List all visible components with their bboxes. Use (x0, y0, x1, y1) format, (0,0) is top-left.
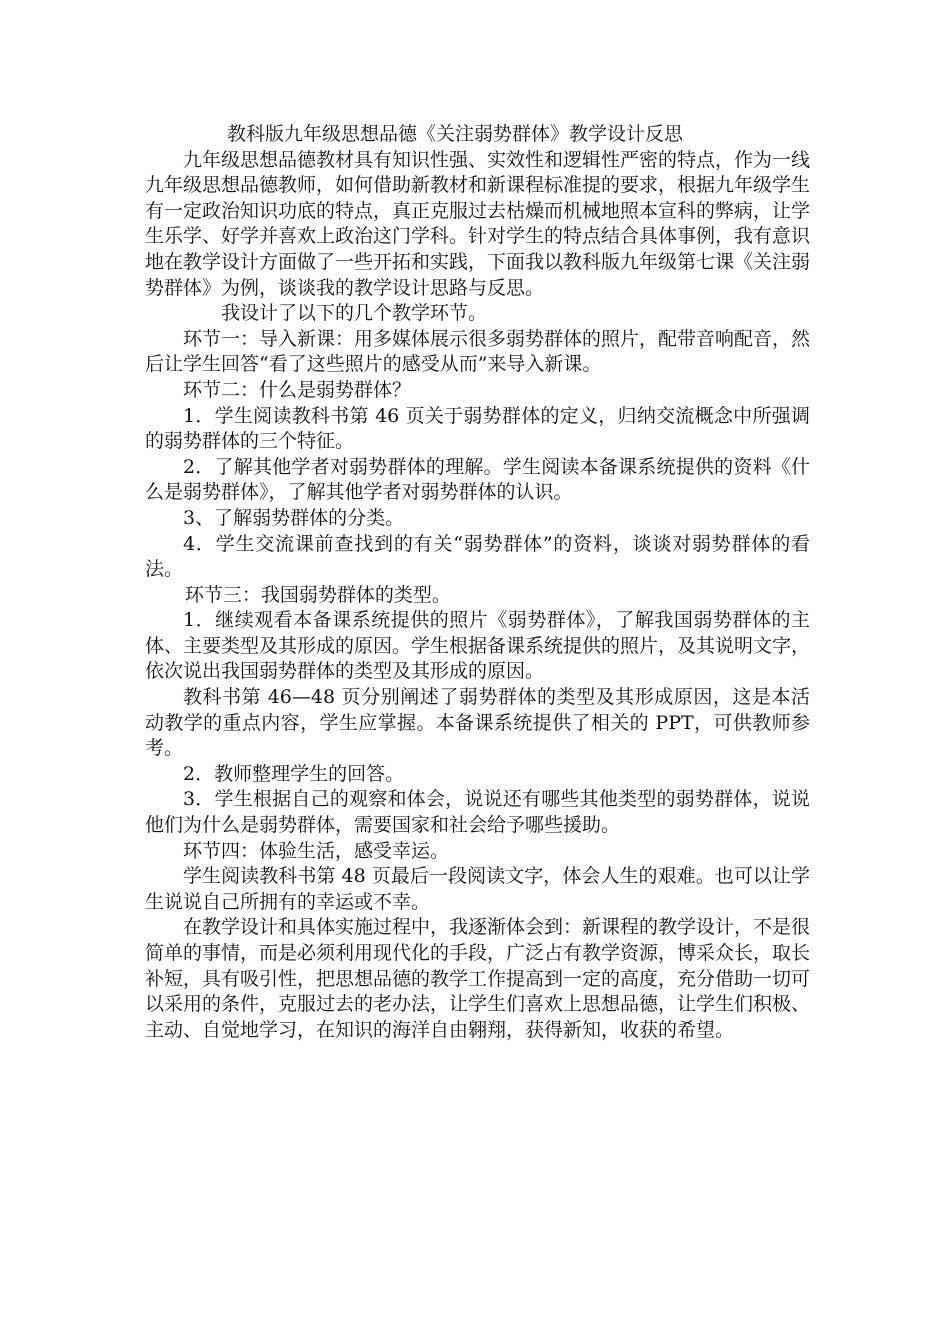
step-one-paragraph: 环节一：导入新课：用多媒体展示很多弱势群体的照片，配带音响配音，然后让学生回答“看了这些照片的感受从而”来导入新课。 (145, 327, 811, 376)
step-two-item-2: 2．了解其他学者对弱势群体的理解。学生阅读本备课系统提供的资料《什么是弱势群体》，了解其他学者对弱势群体的认识。 (145, 455, 810, 504)
reflection-paragraph: 在教学设计和具体实施过程中，我逐渐体会到：新课程的教学设计，不是很简单的事情，而是必须利用现代化的手段，广泛占有教学资源，博采众长，取长补短，具有吸引性，把思想品德的教学工作提高到一定的高度，充分借助一切可以采用的条件，克服过去的老办法，让学生们喜欢上思想品德，让学生们积极、主动、自觉地学习，在知识的海洋自由翱翔，获得新知，收获的希望。 (145, 916, 811, 1041)
step-two-item-1: 1．学生阅读教科书第 46 页关于弱势群体的定义，归纳交流概念中所强调的弱势群体的三个特征。 (145, 404, 810, 453)
step-three-item-2: 2．教师整理学生的回答。 (183, 762, 405, 785)
step-two-heading: 环节二：什么是弱势群体？ (183, 378, 412, 401)
step-two-item-3: 3、了解弱势群体的分类。 (183, 506, 405, 529)
step-three-heading: 环节三：我国弱势群体的类型。 (184, 583, 451, 606)
intro-paragraph: 九年级思想品德教材具有知识性强、实效性和逻辑性严密的特点，作为一线九年级思想品德教师，如何借助新教材和新课程标准提的要求，根据九年级学生有一定政治知识功底的特点，真正克服过去枯燥而机械地照本宣科的弊病，让学生乐学、好学并喜欢上政治这门学科。针对学生的特点结合具体事例，我有意识地在教学设计方面做了一些开拓和实践，下面我以教科版九年级第七课《关注弱势群体》为例，谈谈我的教学设计思路与反思。 (145, 148, 811, 299)
document-title: 教科版九年级思想品德《关注弱势群体》教学设计反思 (227, 123, 684, 145)
step-two-item-4: 4．学生交流课前查找到的有关“弱势群体”的资料，谈谈对弱势群体的看法。 (145, 532, 810, 581)
step-four-heading: 环节四：体验生活，感受幸运。 (183, 839, 450, 862)
document-page (145, 122, 810, 1043)
step-three-item-1: 1．继续观看本备课系统提供的照片《弱势群体》，了解我国弱势群体的主体、主要类型及其形成的原因。学生根据备课系统提供的照片，及其说明文字，依次说出我国弱势群体的类型及其形成的原因。 (145, 609, 811, 683)
teaching-steps-intro: 我设计了以下的几个教学环节。 (221, 302, 488, 325)
step-three-item-3: 3．学生根据自己的观察和体会，说说还有哪些其他类型的弱势群体，说说他们为什么是弱势群体，需要国家和社会给予哪些援助。 (145, 788, 810, 837)
step-three-note: 教科书第 46—48 页分别阐述了弱势群体的类型及其形成原因，这是本活动教学的重点内容，学生应掌握。本备课系统提供了相关的 PPT，可供教师参考。 (145, 686, 810, 760)
step-four-paragraph: 学生阅读教科书第 48 页最后一段阅读文字，体会人生的艰难。也可以让学生说说自己所拥有的幸运或不幸。 (145, 865, 810, 913)
